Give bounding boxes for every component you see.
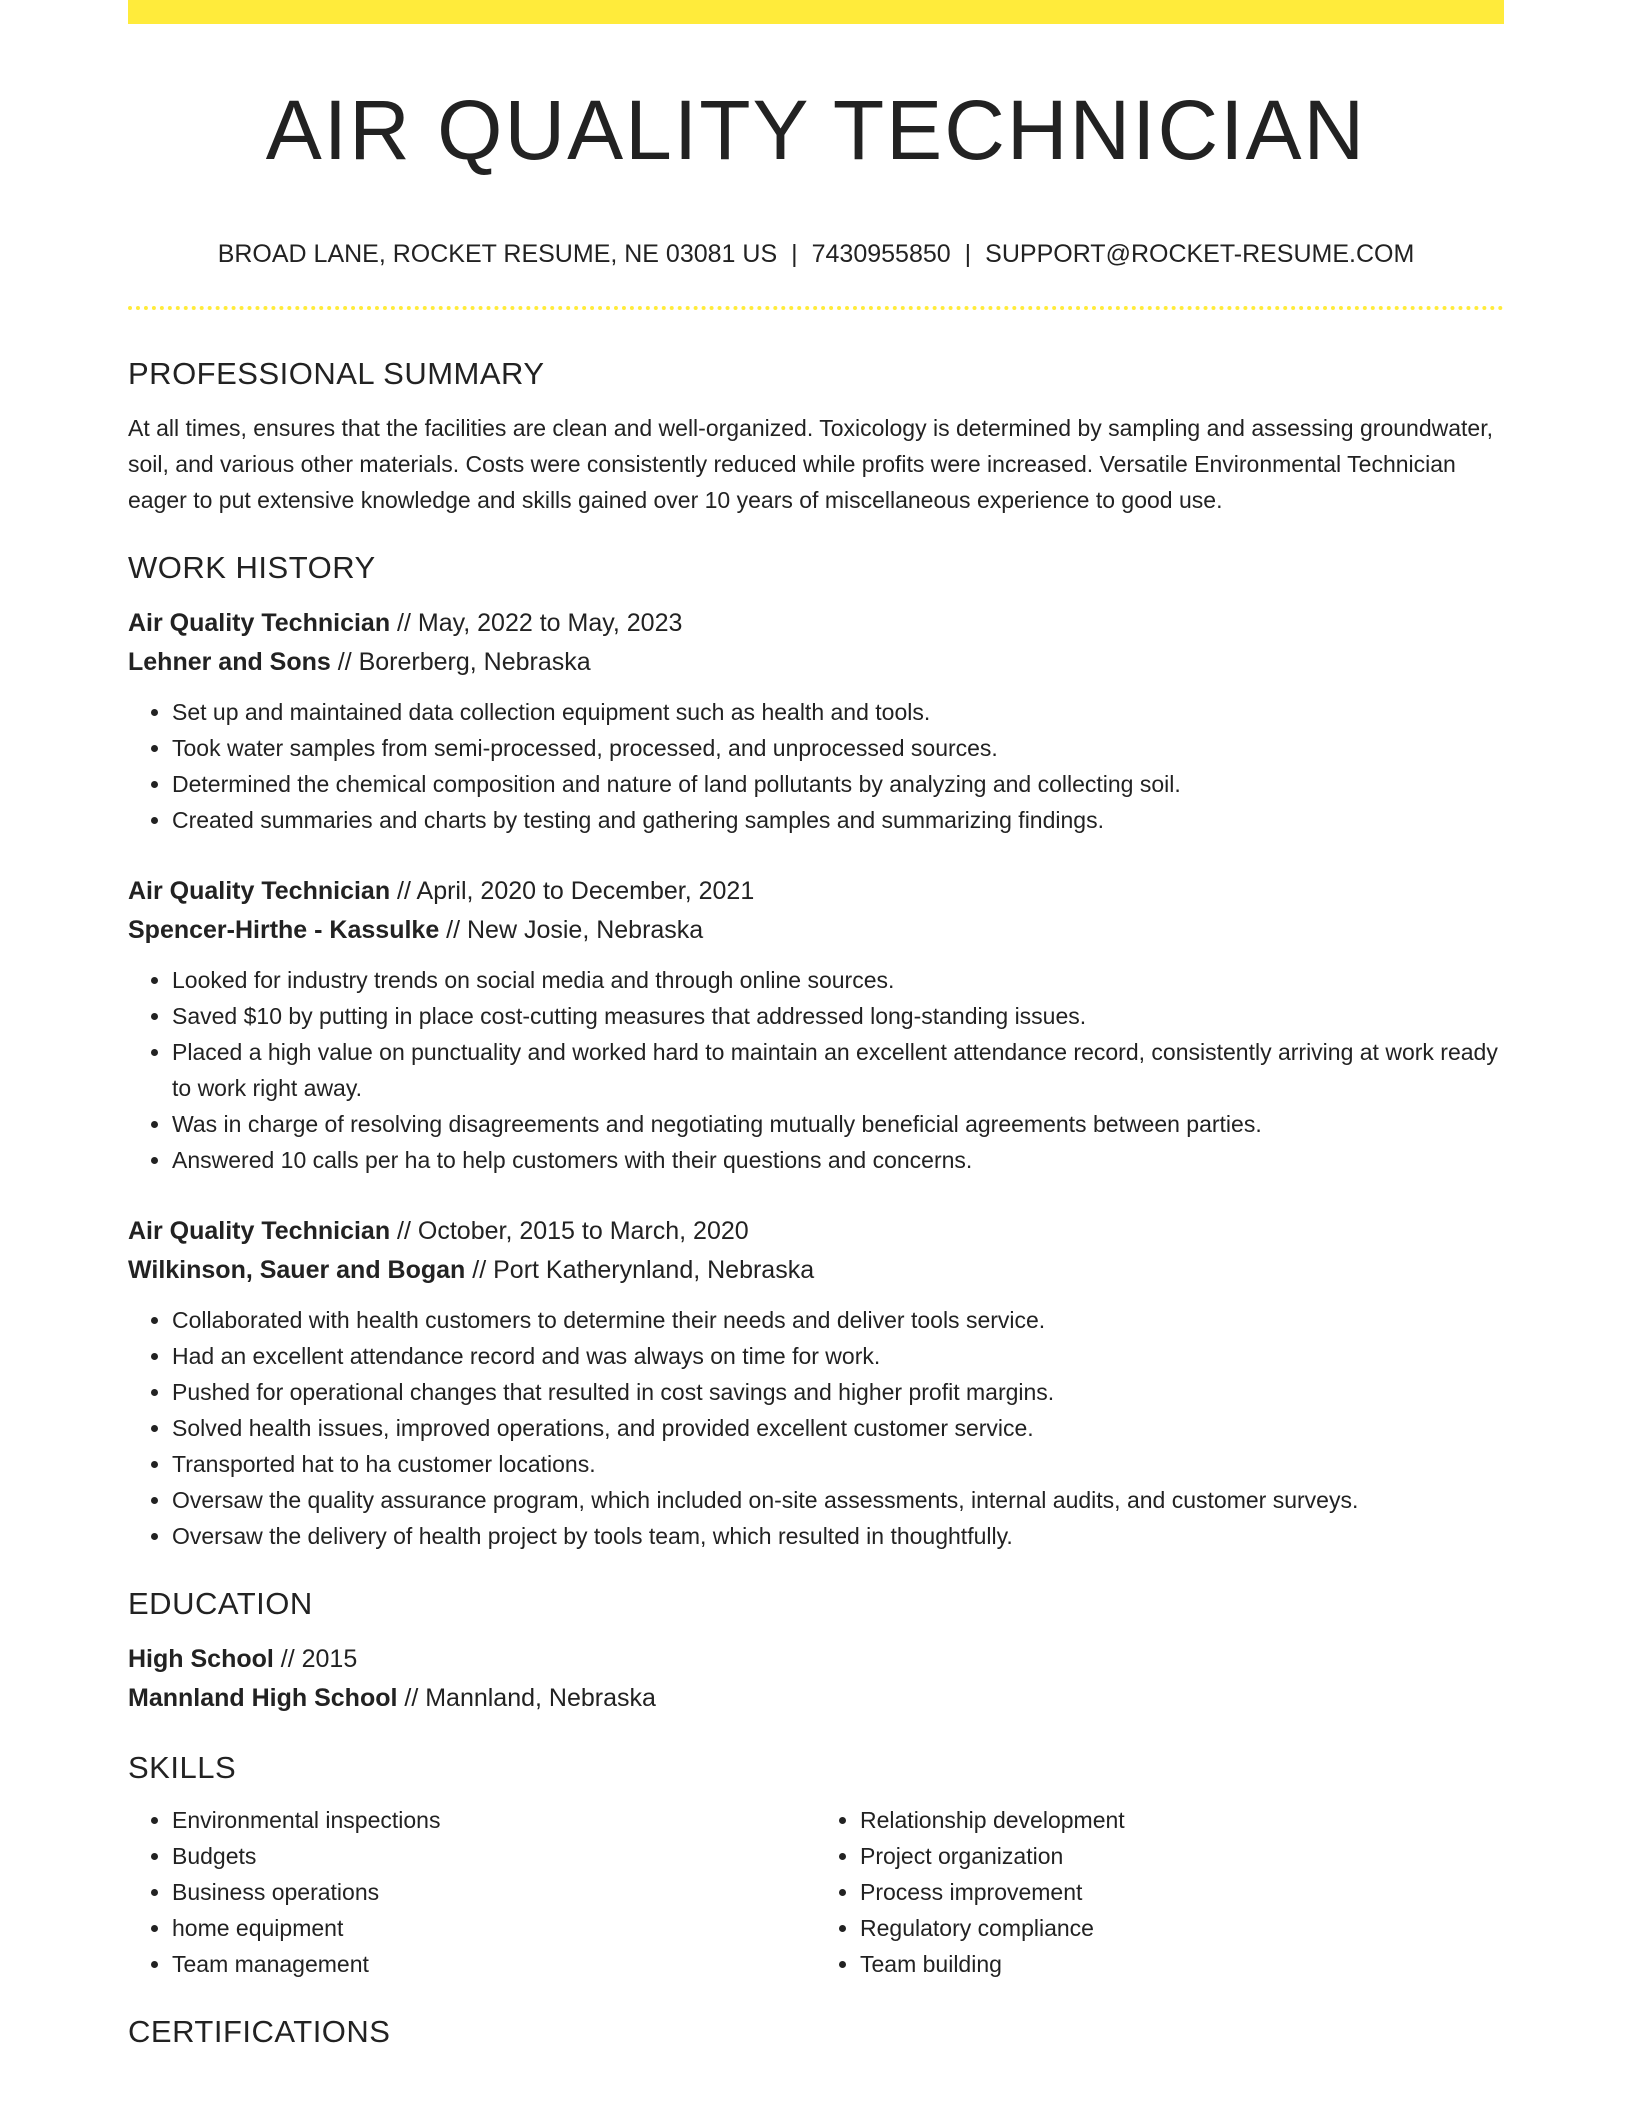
job-company-line: [128, 643, 1504, 682]
job-bullets: [128, 694, 1504, 838]
job-bullet: • Looked for industry trends on social media and through online sources.: [172, 962, 1504, 998]
job-bullet: • Answered 10 calls per ha to help customers with their questions and concerns.: [172, 1142, 1504, 1178]
job-bullet: • Pushed for operational changes that resulted in cost savings and higher profit margins.: [172, 1374, 1504, 1410]
skills-section: [128, 1744, 1504, 1982]
certifications-heading: CERTIFICATIONS: [128, 2014, 391, 2049]
skill-item: • Regulatory compliance: [860, 1910, 1504, 1946]
job-role: Air Quality Technician: [128, 877, 391, 905]
job-bullet: • Oversaw the quality assurance program, which included on-site assessments, internal audits, and customer surveys.: [172, 1482, 1504, 1518]
job-role: Air Quality Technician: [128, 609, 391, 637]
job-bullet: • Collaborated with health customers to determine their needs and deliver tools service.: [172, 1302, 1504, 1338]
job-bullet: • Placed a high value on punctuality and worked hard to maintain an excellent attendance record, consistently arriving at work ready to work right away.: [172, 1034, 1504, 1106]
skill-item: • Team management: [172, 1946, 816, 1982]
work-history-heading: WORK HISTORY: [128, 550, 376, 585]
skills-columns: [128, 1802, 1504, 1982]
contact-address: BROAD LANE, ROCKET RESUME, NE 03081 US: [217, 240, 778, 268]
summary-heading: PROFESSIONAL SUMMARY: [128, 356, 545, 391]
job-bullet: • Saved $10 by putting in place cost-cutting measures that addressed long-standing issues.: [172, 998, 1504, 1034]
accent-top-bar: [128, 0, 1504, 24]
job-bullets: [128, 1302, 1504, 1554]
summary-section: [128, 350, 1504, 518]
education-year: // 2015: [273, 1645, 358, 1673]
job-dates: // October, 2015 to March, 2020: [390, 1217, 749, 1245]
job-title-line: [128, 1212, 1504, 1251]
skill-item: • Environmental inspections: [172, 1802, 816, 1838]
job-dates: // May, 2022 to May, 2023: [390, 609, 683, 637]
skill-item: • Relationship development: [860, 1802, 1504, 1838]
job-company: Lehner and Sons: [128, 648, 331, 676]
education-degree: High School: [128, 1645, 274, 1673]
work-history-section: [128, 544, 1504, 1554]
skill-item: • Budgets: [172, 1838, 816, 1874]
education-section: [128, 1580, 1504, 1718]
job-company: Wilkinson, Sauer and Bogan: [128, 1256, 466, 1284]
contact-line: [128, 236, 1504, 272]
job-entry: [128, 1212, 1504, 1554]
skills-list-right: [816, 1802, 1504, 1982]
job-bullet: • Created summaries and charts by testing and gathering samples and summarizing findings.: [172, 802, 1504, 838]
job-bullet: • Transported hat to ha customer locations.: [172, 1446, 1504, 1482]
skill-item: • Process improvement: [860, 1874, 1504, 1910]
job-company-line: [128, 911, 1504, 950]
skill-item: • Business operations: [172, 1874, 816, 1910]
job-entry: [128, 872, 1504, 1178]
skill-item: • home equipment: [172, 1910, 816, 1946]
job-company: Spencer-Hirthe - Kassulke: [128, 916, 440, 944]
job-dates: // April, 2020 to December, 2021: [390, 877, 755, 905]
skills-heading: SKILLS: [128, 1750, 237, 1785]
skill-item: • Project organization: [860, 1838, 1504, 1874]
skills-list-left: [128, 1802, 816, 1982]
job-role: Air Quality Technician: [128, 1217, 391, 1245]
candidate-name: AIR QUALITY TECHNICIAN: [265, 83, 1367, 177]
education-heading: EDUCATION: [128, 1586, 313, 1621]
education-school: Mannland High School: [128, 1684, 398, 1712]
skill-item: • Team building: [860, 1946, 1504, 1982]
job-title-line: [128, 872, 1504, 911]
header-divider: [128, 306, 1504, 310]
contact-separator: |: [791, 240, 798, 268]
resume-body: [128, 350, 1504, 2056]
education-degree-line: [128, 1640, 1504, 1679]
education-school-line: [128, 1679, 1504, 1718]
job-location: // Borerberg, Nebraska: [330, 648, 591, 676]
job-location: // New Josie, Nebraska: [439, 916, 704, 944]
job-bullets: [128, 962, 1504, 1178]
contact-email: SUPPORT@ROCKET-RESUME.COM: [985, 240, 1415, 268]
job-bullet: • Set up and maintained data collection equipment such as health and tools.: [172, 694, 1504, 730]
contact-phone: 7430955850: [811, 240, 951, 268]
summary-text: At all times, ensures that the facilities are clean and well-organized. Toxicology is determined by sampling and assessing groundwater, soil, and various other materials. Costs were consistently reduced while profits were increased. Versatile Environmental Technician eager to put extensive knowledge and skills gained over 10 years of miscellaneous experience to good use.: [128, 415, 1493, 513]
job-location: // Port Katherynland, Nebraska: [465, 1256, 815, 1284]
certifications-section: [128, 2008, 1504, 2056]
job-bullet: • Oversaw the delivery of health project by tools team, which resulted in thoughtfully.: [172, 1518, 1504, 1554]
job-company-line: [128, 1251, 1504, 1290]
job-bullet: • Had an excellent attendance record and was always on time for work.: [172, 1338, 1504, 1374]
job-bullet: • Was in charge of resolving disagreements and negotiating mutually beneficial agreements between parties.: [172, 1106, 1504, 1142]
job-bullet: • Solved health issues, improved operations, and provided excellent customer service.: [172, 1410, 1504, 1446]
education-location: // Mannland, Nebraska: [397, 1684, 656, 1712]
job-bullet: • Determined the chemical composition and nature of land pollutants by analyzing and collecting soil.: [172, 766, 1504, 802]
job-title-line: [128, 604, 1504, 643]
job-bullet: • Took water samples from semi-processed, processed, and unprocessed sources.: [172, 730, 1504, 766]
job-entry: [128, 604, 1504, 838]
contact-separator: |: [964, 240, 972, 268]
